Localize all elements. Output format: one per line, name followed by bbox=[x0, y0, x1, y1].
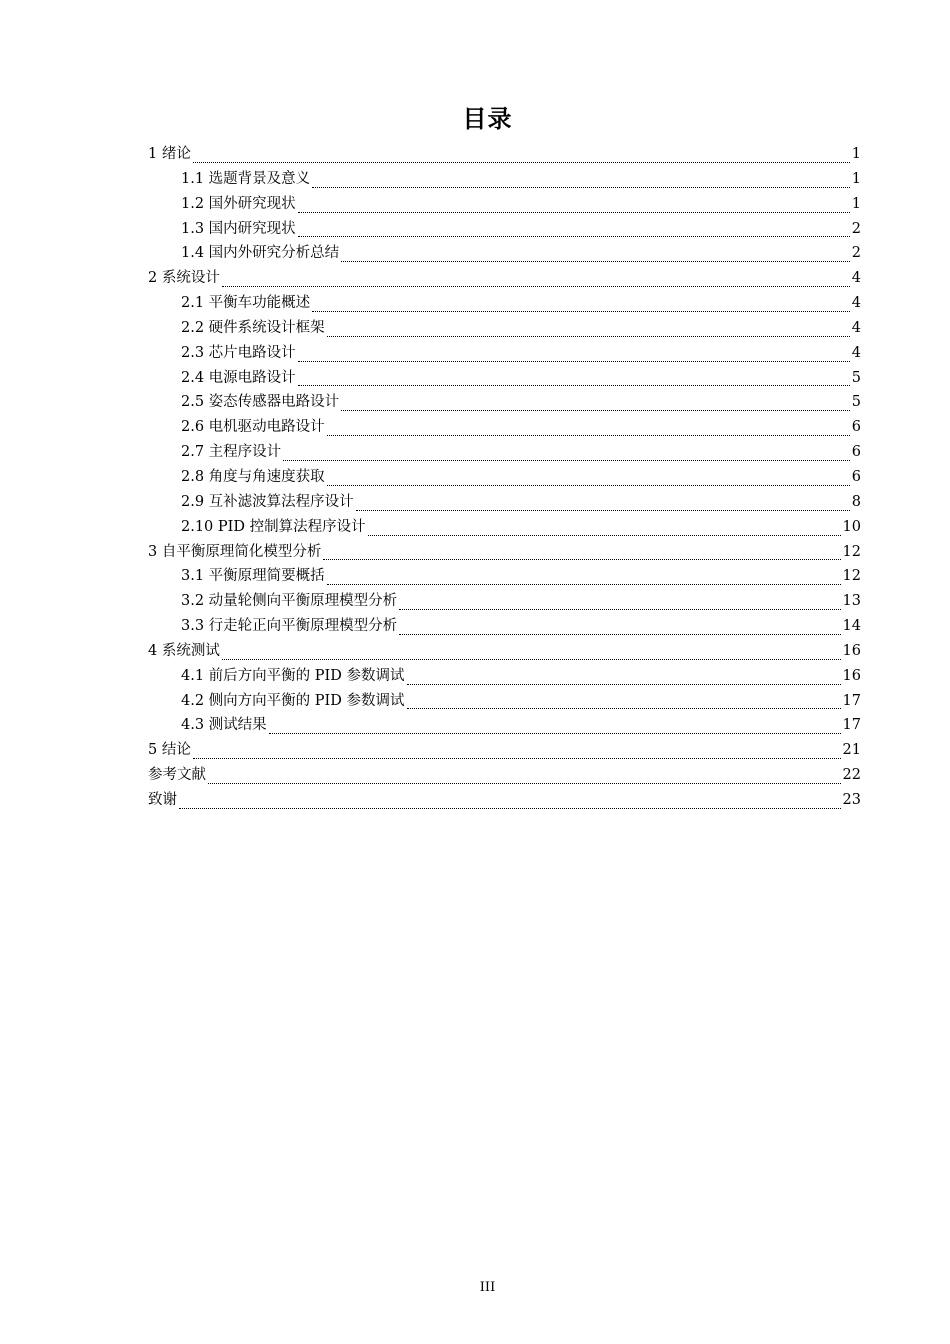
toc-dot-leader bbox=[179, 808, 841, 809]
toc-dot-leader bbox=[356, 510, 850, 511]
toc-entry[interactable] bbox=[148, 689, 861, 714]
toc-entry[interactable] bbox=[148, 515, 861, 540]
toc-entry-label: 2.5 姿态传感器电路设计 bbox=[181, 394, 340, 411]
toc-dot-leader bbox=[222, 659, 841, 660]
toc-entry-page: 1 bbox=[851, 170, 861, 187]
toc-entry-page: 6 bbox=[851, 468, 861, 485]
toc-dot-leader bbox=[193, 162, 850, 163]
toc-entry-page: 5 bbox=[851, 394, 861, 411]
toc-entry[interactable] bbox=[148, 763, 861, 788]
toc-entry[interactable] bbox=[148, 664, 861, 689]
toc-entry-label: 2.9 互补滤波算法程序设计 bbox=[181, 493, 354, 510]
toc-entry-label: 4.1 前后方向平衡的 PID 参数调试 bbox=[181, 667, 405, 684]
toc-entry-page: 21 bbox=[842, 742, 861, 759]
toc-dot-leader bbox=[323, 559, 840, 560]
toc-entry-page: 17 bbox=[842, 717, 861, 734]
toc-dot-leader bbox=[298, 385, 850, 386]
toc-dot-leader bbox=[341, 261, 850, 262]
toc-dot-leader bbox=[208, 783, 841, 784]
toc-entry-label: 2.1 平衡车功能概述 bbox=[181, 295, 311, 312]
toc-entry-page: 23 bbox=[842, 791, 861, 808]
toc-dot-leader bbox=[312, 311, 850, 312]
toc-entry-label: 1.1 选题背景及意义 bbox=[181, 170, 311, 187]
toc-entry[interactable] bbox=[148, 614, 861, 639]
toc-entry-page: 4 bbox=[851, 319, 861, 336]
toc-dot-leader bbox=[327, 485, 850, 486]
toc-entry-page: 2 bbox=[851, 245, 861, 262]
toc-dot-leader bbox=[327, 584, 841, 585]
toc-entry[interactable] bbox=[148, 465, 861, 490]
page-number: III bbox=[479, 1280, 496, 1295]
toc-entry-page: 4 bbox=[851, 295, 861, 312]
toc-dot-leader bbox=[399, 609, 840, 610]
toc-entry[interactable] bbox=[148, 217, 861, 242]
toc-entry-page: 10 bbox=[842, 518, 861, 535]
toc-dot-leader bbox=[407, 684, 841, 685]
toc-entry-label: 3 自平衡原理简化模型分析 bbox=[148, 543, 322, 560]
toc-entry-label: 致谢 bbox=[148, 791, 177, 808]
toc-entry-page: 4 bbox=[851, 344, 861, 361]
toc-entry-label: 2.7 主程序设计 bbox=[181, 444, 282, 461]
toc-entry-label: 3.3 行走轮正向平衡原理模型分析 bbox=[181, 618, 398, 635]
toc-entry-page: 13 bbox=[842, 593, 861, 610]
table-of-contents bbox=[148, 142, 861, 813]
toc-dot-leader bbox=[193, 758, 841, 759]
toc-entry-label: 2.8 角度与角速度获取 bbox=[181, 468, 325, 485]
toc-entry-label: 参考文献 bbox=[148, 767, 206, 784]
toc-dot-leader bbox=[407, 708, 841, 709]
toc-entry[interactable] bbox=[148, 316, 861, 341]
toc-entry[interactable] bbox=[148, 713, 861, 738]
toc-entry[interactable] bbox=[148, 366, 861, 391]
toc-entry-page: 4 bbox=[851, 270, 861, 287]
toc-entry-label: 2.10 PID 控制算法程序设计 bbox=[181, 518, 366, 535]
toc-entry[interactable] bbox=[148, 266, 861, 291]
toc-entry[interactable] bbox=[148, 341, 861, 366]
toc-entry[interactable] bbox=[148, 415, 861, 440]
toc-dot-leader bbox=[368, 535, 841, 536]
toc-dot-leader bbox=[222, 286, 850, 287]
toc-entry-label: 2.3 芯片电路设计 bbox=[181, 344, 296, 361]
toc-entry-label: 1.2 国外研究现状 bbox=[181, 195, 296, 212]
toc-entry-page: 17 bbox=[842, 692, 861, 709]
toc-dot-leader bbox=[341, 410, 850, 411]
toc-entry-page: 12 bbox=[842, 543, 861, 560]
toc-entry[interactable] bbox=[148, 291, 861, 316]
toc-entry-label: 5 结论 bbox=[148, 742, 191, 759]
toc-entry[interactable] bbox=[148, 142, 861, 167]
toc-entry-page: 16 bbox=[842, 642, 861, 659]
toc-entry[interactable] bbox=[148, 540, 861, 565]
toc-entry-label: 4.3 测试结果 bbox=[181, 717, 267, 734]
toc-entry[interactable] bbox=[148, 589, 861, 614]
toc-dot-leader bbox=[269, 733, 841, 734]
toc-entry-label: 2 系统设计 bbox=[148, 270, 220, 287]
toc-entry[interactable] bbox=[148, 788, 861, 813]
toc-dot-leader bbox=[312, 187, 850, 188]
toc-entry[interactable] bbox=[148, 390, 861, 415]
toc-title: 目录 bbox=[462, 105, 513, 133]
toc-entry-page: 2 bbox=[851, 220, 861, 237]
toc-entry-page: 1 bbox=[851, 146, 861, 162]
toc-entry-label: 1.4 国内外研究分析总结 bbox=[181, 245, 340, 262]
toc-entry[interactable] bbox=[148, 241, 861, 266]
toc-entry-page: 12 bbox=[842, 568, 861, 585]
toc-entry[interactable] bbox=[148, 167, 861, 192]
toc-entry-label: 4.2 侧向方向平衡的 PID 参数调试 bbox=[181, 692, 405, 709]
toc-entry[interactable] bbox=[148, 440, 861, 465]
toc-entry[interactable] bbox=[148, 564, 861, 589]
toc-entry-label: 1.3 国内研究现状 bbox=[181, 220, 296, 237]
toc-entry-page: 8 bbox=[851, 493, 861, 510]
toc-dot-leader bbox=[283, 460, 850, 461]
toc-entry-page: 1 bbox=[851, 195, 861, 212]
toc-dot-leader bbox=[298, 236, 850, 237]
toc-dot-leader bbox=[399, 634, 840, 635]
toc-entry-page: 6 bbox=[851, 444, 861, 461]
toc-entry[interactable] bbox=[148, 639, 861, 664]
toc-entry[interactable] bbox=[148, 490, 861, 515]
toc-entry-label: 3.2 动量轮侧向平衡原理模型分析 bbox=[181, 593, 398, 610]
toc-entry-label: 2.4 电源电路设计 bbox=[181, 369, 296, 386]
toc-entry-label: 4 系统测试 bbox=[148, 642, 220, 659]
toc-entry-label: 2.2 硬件系统设计框架 bbox=[181, 319, 325, 336]
toc-entry-page: 14 bbox=[842, 618, 861, 635]
toc-entry-label: 1 绪论 bbox=[148, 146, 191, 162]
toc-entry-label: 3.1 平衡原理简要概括 bbox=[181, 568, 325, 585]
toc-entry[interactable] bbox=[148, 192, 861, 217]
toc-dot-leader bbox=[327, 435, 850, 436]
toc-dot-leader bbox=[298, 361, 850, 362]
toc-entry-page: 6 bbox=[851, 419, 861, 436]
toc-entry-page: 22 bbox=[842, 767, 861, 784]
toc-dot-leader bbox=[298, 212, 850, 213]
toc-entry-page: 5 bbox=[851, 369, 861, 386]
toc-entry[interactable] bbox=[148, 738, 861, 763]
toc-entry-label: 2.6 电机驱动电路设计 bbox=[181, 419, 325, 436]
toc-entry-page: 16 bbox=[842, 667, 861, 684]
toc-dot-leader bbox=[327, 336, 850, 337]
